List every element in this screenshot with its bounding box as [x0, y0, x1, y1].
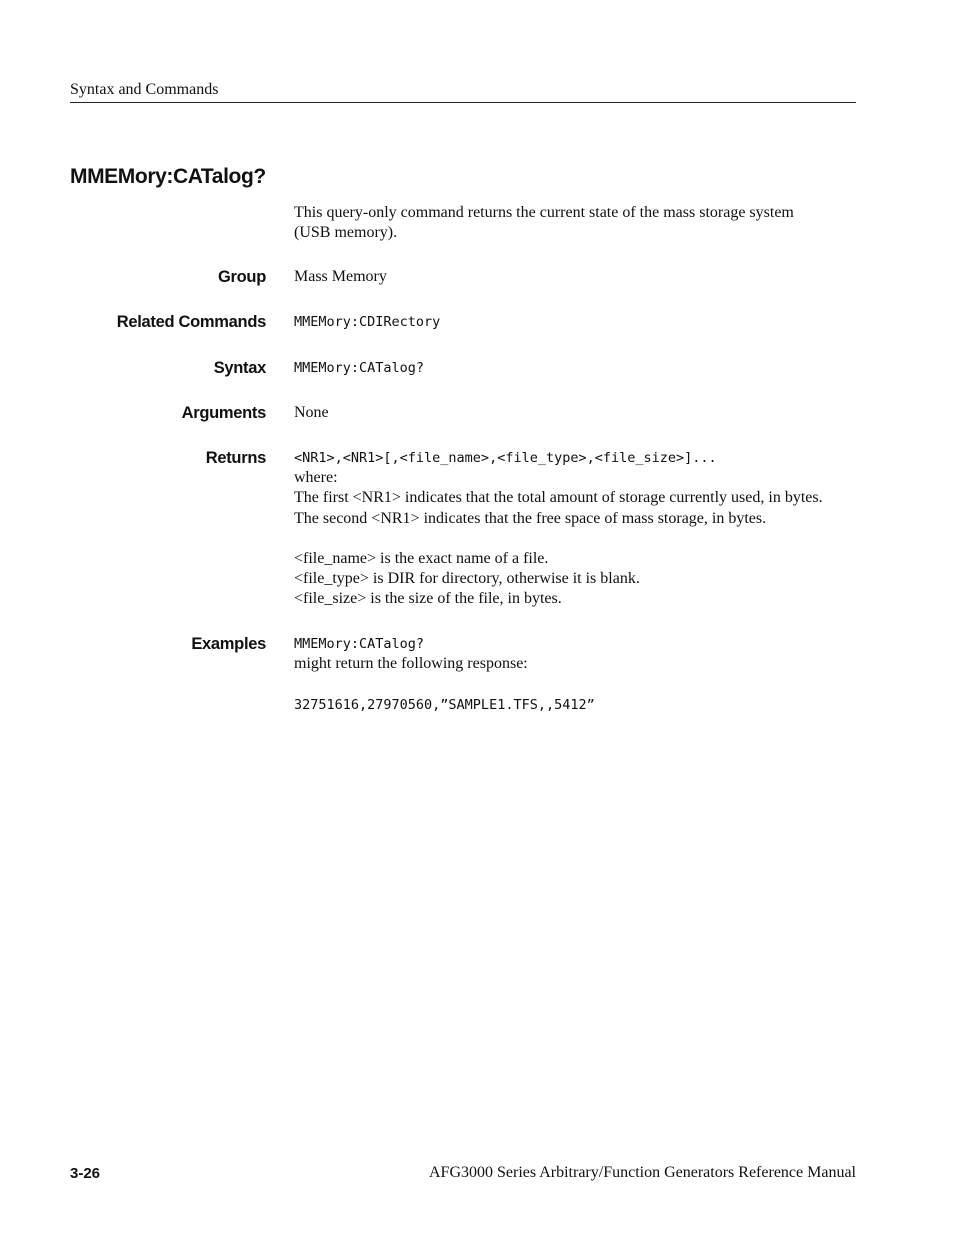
page-number: 3-26 [70, 1165, 101, 1182]
returns-nr1-free: The second <NR1> indicates that the free space of mass storage, in bytes. [294, 509, 767, 527]
returns-spacer [294, 529, 864, 549]
description-line-1: This query-only command returns the current state of the mass storage system [294, 204, 794, 221]
example-response: 32751616,27970560,”SAMPLE1.TFS,,5412” [294, 696, 595, 713]
returns-label: Returns [205, 449, 266, 467]
returns-nr1-used: The first <NR1> indicates that the total amount of storage currently used, in bytes. [294, 489, 823, 507]
header-rule [70, 102, 856, 103]
examples-spacer [294, 674, 864, 694]
returns-format: <NR1>,<NR1>[,<file_name>,<file_type>,<file_size>]... [294, 450, 717, 466]
related-commands-value: MMEMory:CDIRectory [294, 314, 441, 330]
returns-file-type: <file_type> is DIR for directory, otherwise it is blank. [294, 570, 640, 588]
description-line-2: (USB memory). [294, 224, 398, 242]
syntax-label: Syntax [213, 359, 266, 377]
command-title: MMEMory:CATalog? [70, 165, 266, 188]
returns-file-name: <file_name> is the exact name of a file. [294, 550, 549, 567]
group-value: Mass Memory [294, 268, 387, 285]
returns-where: where: [294, 469, 338, 487]
related-commands-label: Related Commands [116, 313, 266, 331]
command-description [294, 203, 864, 243]
examples-block [294, 634, 864, 715]
syntax-value: MMEMory:CATalog? [294, 360, 425, 376]
arguments-value: None [294, 404, 329, 421]
example-note: might return the following response: [294, 655, 528, 673]
arguments-label: Arguments [181, 404, 266, 422]
examples-label: Examples [191, 635, 266, 653]
returns-file-size: <file_size> is the size of the file, in bytes. [294, 590, 562, 608]
group-label: Group [218, 268, 266, 286]
returns-block [294, 448, 864, 610]
running-header: Syntax and Commands [70, 81, 219, 98]
example-command: MMEMory:CATalog? [294, 636, 425, 652]
manual-title: AFG3000 Series Arbitrary/Function Generators Reference Manual [429, 1164, 856, 1181]
